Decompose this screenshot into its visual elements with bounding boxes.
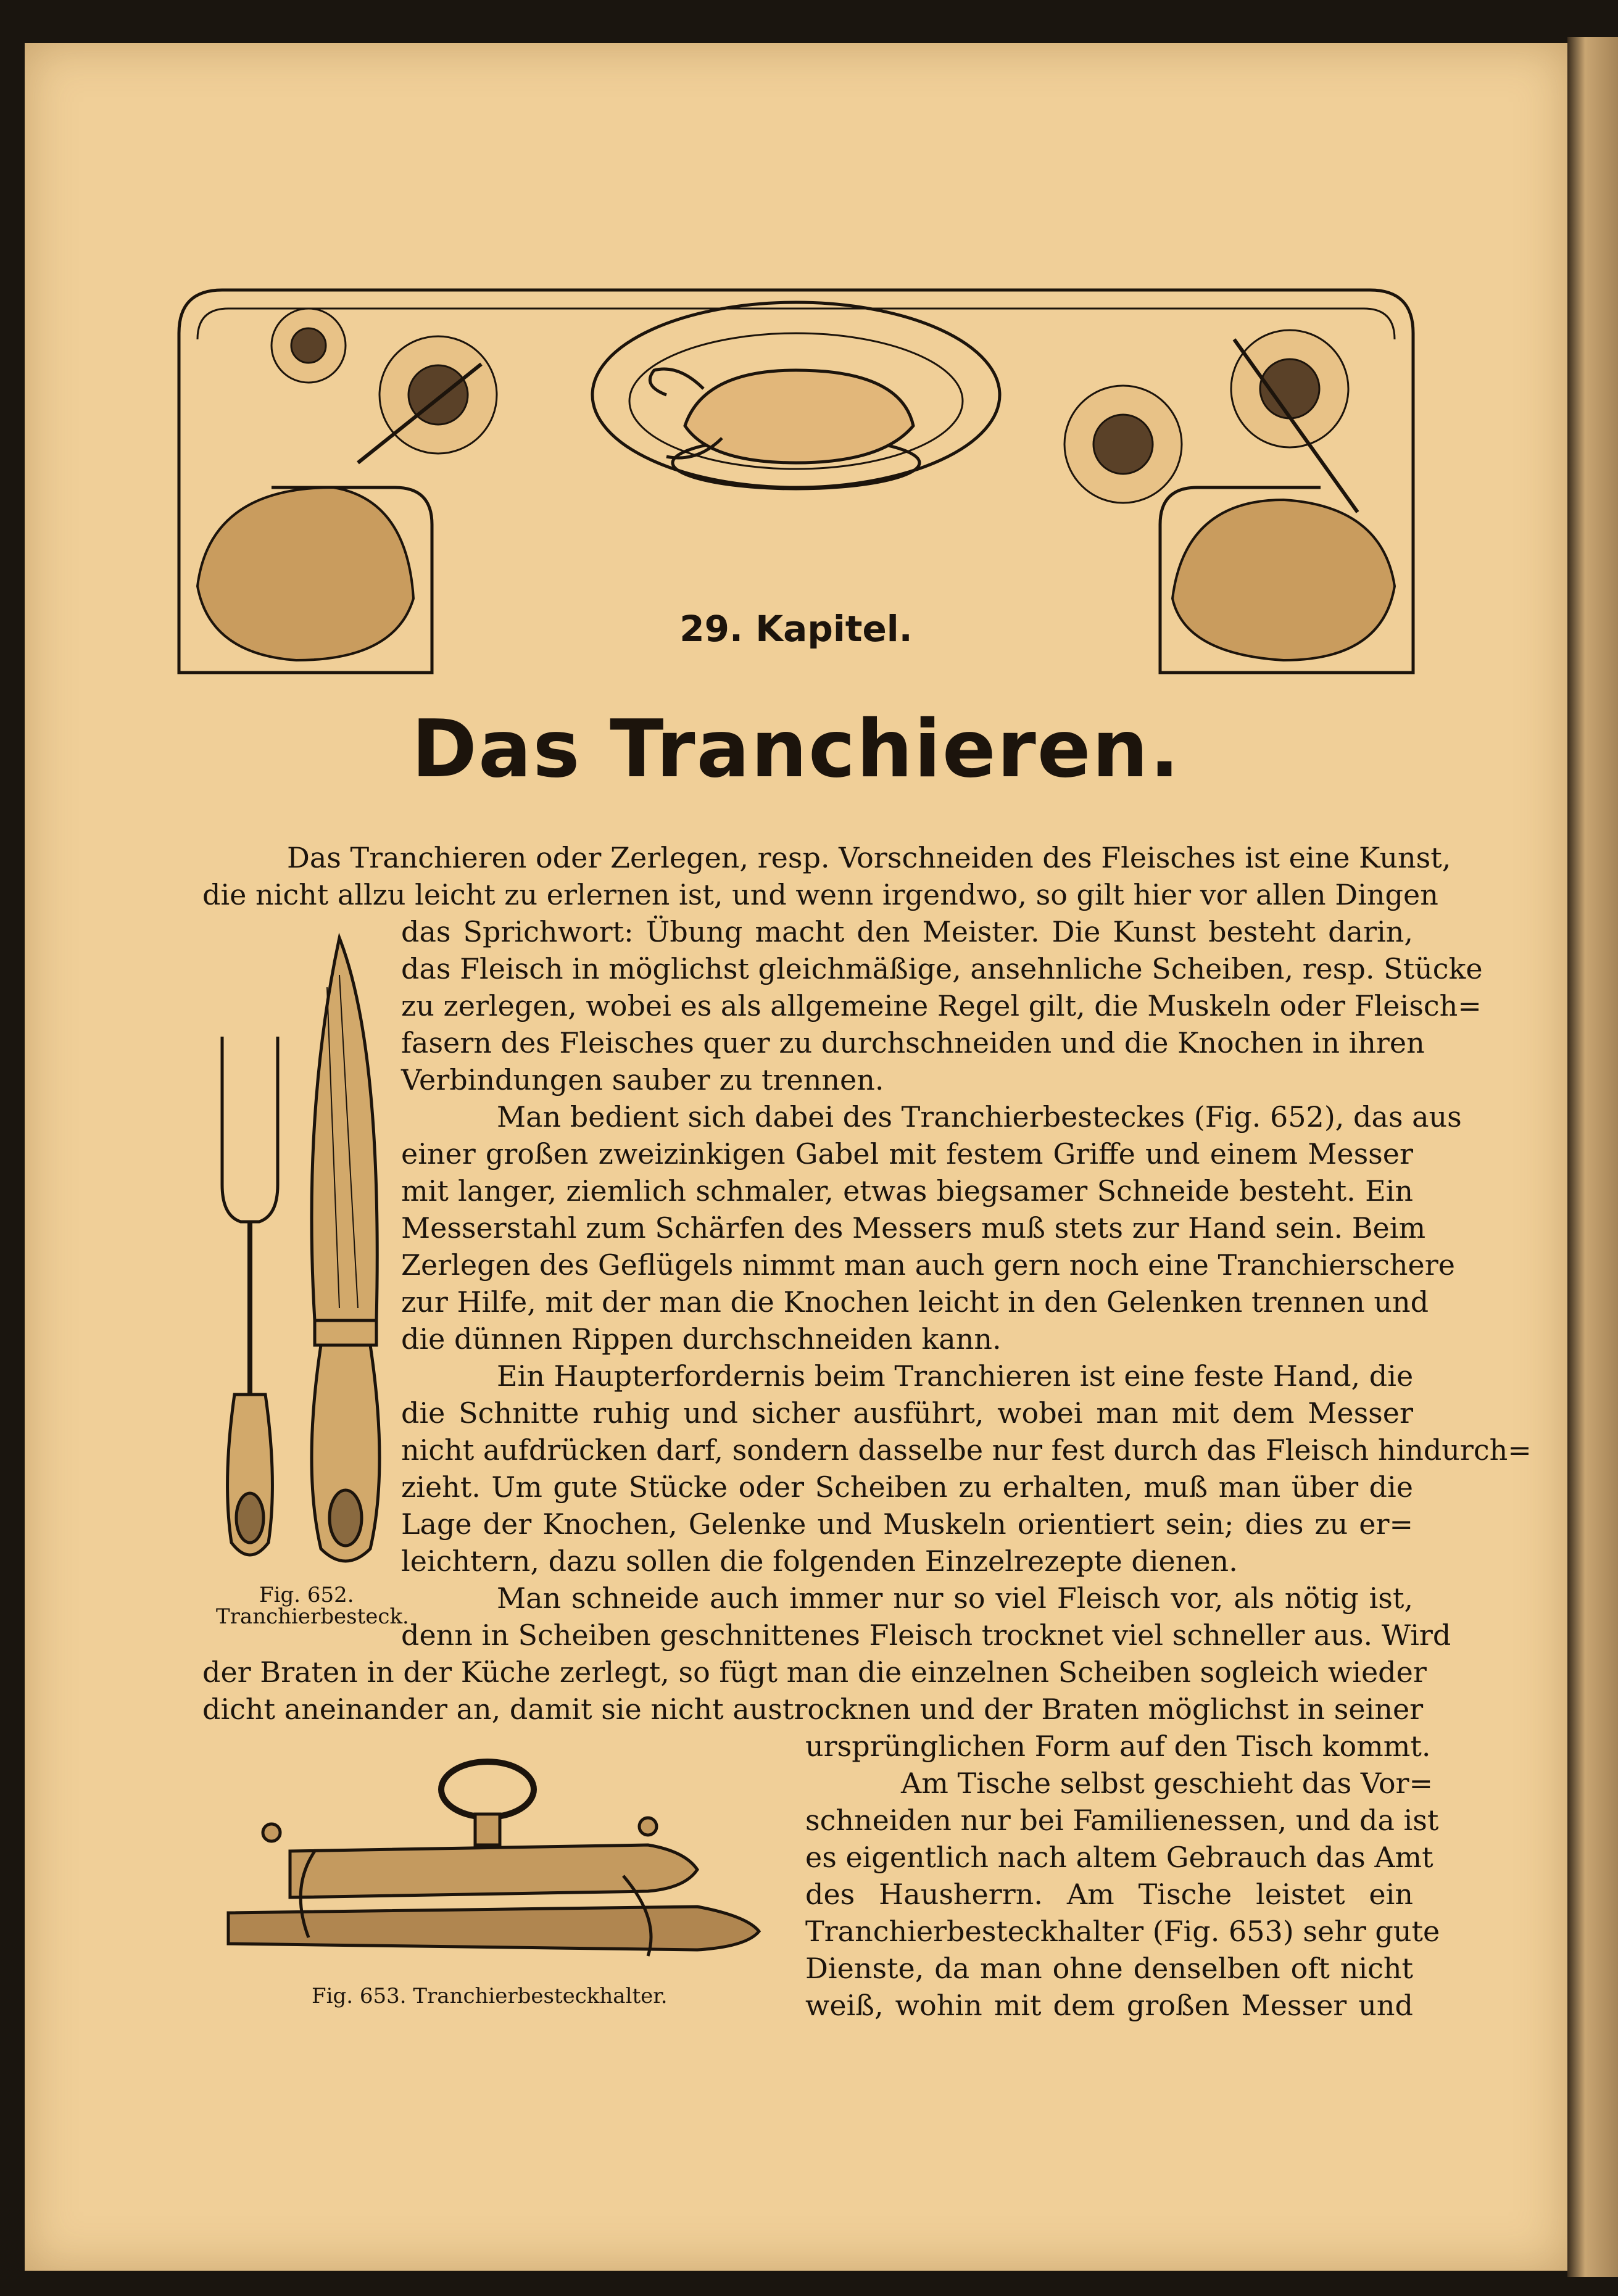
text-line: denn in Scheiben geschnittenes Fleisch trocknet viel schneller aus. Wird [401, 1618, 1451, 1652]
text-line: zu zerlegen, wobei es als allgemeine Regel gilt, die Muskeln oder Fleisch= [401, 989, 1482, 1022]
text-line: die Schnitte ruhig und sicher ausführt, wobei man mit dem Messer [401, 1396, 1413, 1430]
text-line: mit langer, ziemlich schmaler, etwas biegsamer Schneide besteht. Ein [401, 1174, 1413, 1208]
text-line: der Braten in der Küche zerlegt, so fügt man die einzelnen Scheiben sogleich wieder [202, 1656, 1427, 1689]
text-line: die dünnen Rippen durchschneiden kann. [401, 1322, 1002, 1356]
text-line: es eigentlich nach altem Gebrauch das Amt [805, 1841, 1433, 1874]
text-line: das Fleisch in möglichst gleichmäßige, ansehnliche Scheiben, resp. Stücke [401, 952, 1483, 985]
text-line: Verbindungen sauber zu trennen. [401, 1063, 884, 1096]
text-line: Lage der Knochen, Gelenke und Muskeln orientiert sein; dies zu er= [401, 1507, 1413, 1541]
figure-653-caption: Fig. 653. Tranchierbesteckhalter. [312, 1984, 668, 2008]
text-line: Ein Haupterfordernis beim Tranchieren ist eine feste Hand, die [497, 1359, 1414, 1393]
text-line: die nicht allzu leicht zu erlernen ist, und wenn irgendwo, so gilt hier vor allen Dingen [202, 878, 1438, 911]
figure-652-number: Fig. 652. [259, 1583, 354, 1607]
text-line: weiß, wohin mit dem großen Messer und [805, 1989, 1413, 2022]
text-line: Tranchierbesteckhalter (Fig. 653) sehr gute [805, 1915, 1440, 1948]
text-line: zieht. Um gute Stücke oder Scheiben zu erhalten, muß man über die [401, 1470, 1413, 1504]
figure-652-caption: Tranchierbesteck. [216, 1604, 409, 1629]
text-line: Man schneide auch immer nur so viel Fleisch vor, als nötig ist, [497, 1581, 1413, 1615]
text-line: schneiden nur bei Familienessen, und da ist [805, 1804, 1439, 1837]
text-line: Man bedient sich dabei des Tranchierbesteckes (Fig. 652), das aus [497, 1100, 1462, 1133]
text-line: das Sprichwort: Übung macht den Meister. Die Kunst besteht darin, [401, 915, 1413, 948]
carving-set-illustration [197, 926, 395, 1573]
text-line: Zerlegen des Geflügels nimmt man auch gern noch eine Tranchierschere [401, 1248, 1455, 1282]
chapter-heading: 29. Kapitel. [679, 608, 913, 650]
text-line: Am Tische selbst geschieht das Vor= [901, 1767, 1433, 1800]
text-line: dicht aneinander an, damit sie nicht austrocknen und der Braten möglichst in seiner [202, 1693, 1424, 1726]
text-line: zur Hilfe, mit der man die Knochen leicht in den Gelenken trennen und [401, 1285, 1429, 1319]
text-line: einer großen zweizinkigen Gabel mit festem Griffe und einem Messer [401, 1137, 1413, 1171]
next-page-edge [1567, 37, 1618, 2277]
carving-holder-illustration [216, 1752, 802, 1987]
text-line: Dienste, da man ohne denselben oft nicht [805, 1952, 1413, 1985]
text-line: ursprünglichen Form auf den Tisch kommt. [805, 1730, 1431, 1763]
text-line: Messerstahl zum Schärfen des Messers muß stets zur Hand sein. Beim [401, 1211, 1426, 1245]
text-line: leichtern, dazu sollen die folgenden Einzelrezepte dienen. [401, 1544, 1238, 1578]
text-line: des Hausherrn. Am Tische leistet ein [805, 1878, 1413, 1911]
text-line: nicht aufdrücken darf, sondern dasselbe nur fest durch das Fleisch hindurch= [401, 1433, 1532, 1467]
ornamental-header [173, 278, 1419, 685]
text-line: fasern des Fleisches quer zu durchschneiden und die Knochen in ihren [401, 1026, 1425, 1059]
page-title: Das Tranchieren. [411, 703, 1181, 795]
text-line: Das Tranchieren oder Zerlegen, resp. Vorschneiden des Fleisches ist eine Kunst, [287, 841, 1451, 874]
